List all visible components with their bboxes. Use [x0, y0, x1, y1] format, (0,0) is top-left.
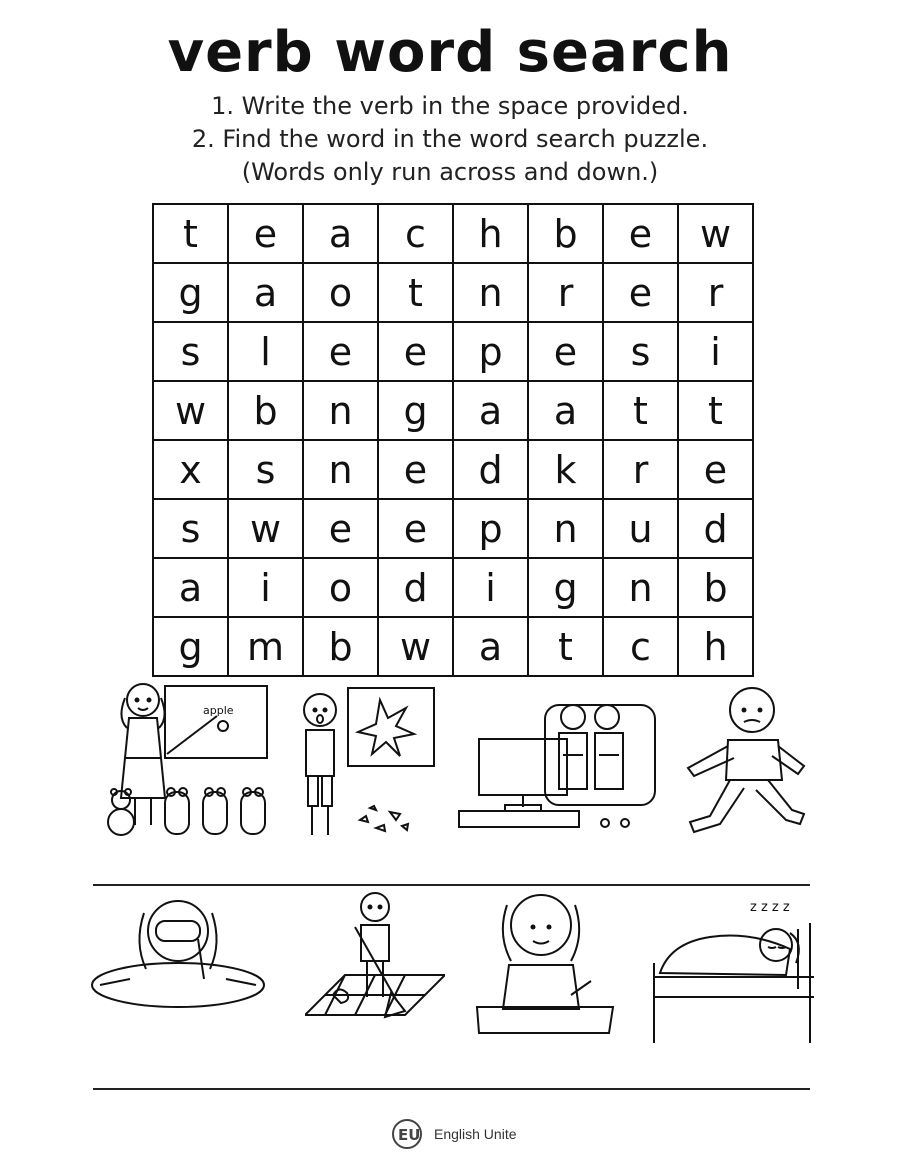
- footer: [390, 1117, 517, 1151]
- grid-cell[interactable]: n: [453, 263, 528, 322]
- grid-cell[interactable]: e: [378, 440, 453, 499]
- grid-cell[interactable]: t: [153, 204, 228, 263]
- grid-cell[interactable]: e: [528, 322, 603, 381]
- grid-cell[interactable]: n: [603, 558, 678, 617]
- run-illustration: [672, 680, 822, 845]
- sweep-illustration: [305, 885, 445, 1045]
- grid-cell[interactable]: o: [303, 558, 378, 617]
- board-word: apple: [203, 704, 234, 717]
- grid-cell[interactable]: d: [678, 499, 753, 558]
- grid-cell[interactable]: w: [153, 381, 228, 440]
- grid-cell[interactable]: a: [228, 263, 303, 322]
- grid-cell[interactable]: t: [603, 381, 678, 440]
- watch-illustration: [455, 695, 660, 835]
- english-unite-logo: [390, 1117, 430, 1151]
- grid-cell[interactable]: b: [678, 558, 753, 617]
- grid-row: [153, 322, 753, 381]
- grid-cell[interactable]: s: [153, 322, 228, 381]
- grid-cell[interactable]: o: [303, 263, 378, 322]
- grid-cell[interactable]: s: [603, 322, 678, 381]
- grid-cell[interactable]: t: [528, 617, 603, 676]
- grid-row: [153, 440, 753, 499]
- write-illustration: [475, 885, 615, 1040]
- grid-cell[interactable]: n: [303, 381, 378, 440]
- grid-cell[interactable]: b: [528, 204, 603, 263]
- grid-cell[interactable]: i: [678, 322, 753, 381]
- grid-row: [153, 617, 753, 676]
- grid-cell[interactable]: c: [378, 204, 453, 263]
- grid-cell[interactable]: e: [603, 263, 678, 322]
- grid-cell[interactable]: w: [378, 617, 453, 676]
- grid-cell[interactable]: e: [228, 204, 303, 263]
- grid-cell[interactable]: e: [378, 322, 453, 381]
- grid-cell[interactable]: p: [453, 322, 528, 381]
- grid-cell[interactable]: w: [228, 499, 303, 558]
- brand-name: English Unite: [434, 1126, 517, 1142]
- grid-cell[interactable]: a: [453, 381, 528, 440]
- grid-cell[interactable]: a: [153, 558, 228, 617]
- instruction-3: (Words only run across and down.): [241, 158, 659, 186]
- instruction-2: 2. Find the word in the word search puzzle.: [191, 125, 709, 153]
- grid-cell[interactable]: w: [678, 204, 753, 263]
- grid-cell[interactable]: n: [303, 440, 378, 499]
- instruction-1: 1. Write the verb in the space provided.: [211, 92, 689, 120]
- grid-cell[interactable]: d: [453, 440, 528, 499]
- grid-cell[interactable]: n: [528, 499, 603, 558]
- answer-line-2[interactable]: [93, 1088, 810, 1090]
- grid-cell[interactable]: e: [303, 322, 378, 381]
- grid-cell[interactable]: m: [228, 617, 303, 676]
- grid-row: [153, 558, 753, 617]
- grid-cell[interactable]: h: [678, 617, 753, 676]
- sleep-illustration: [650, 893, 820, 1053]
- grid-cell[interactable]: r: [528, 263, 603, 322]
- grid-row: [153, 381, 753, 440]
- grid-cell[interactable]: i: [453, 558, 528, 617]
- grid-cell[interactable]: e: [603, 204, 678, 263]
- grid-cell[interactable]: u: [603, 499, 678, 558]
- grid-cell[interactable]: b: [228, 381, 303, 440]
- grid-cell[interactable]: a: [303, 204, 378, 263]
- grid-cell[interactable]: a: [453, 617, 528, 676]
- grid-cell[interactable]: d: [378, 558, 453, 617]
- grid-cell[interactable]: g: [153, 263, 228, 322]
- grid-cell[interactable]: e: [378, 499, 453, 558]
- grid-cell[interactable]: s: [153, 499, 228, 558]
- grid-cell[interactable]: h: [453, 204, 528, 263]
- grid-cell[interactable]: c: [603, 617, 678, 676]
- grid-cell[interactable]: e: [678, 440, 753, 499]
- grid-cell[interactable]: s: [228, 440, 303, 499]
- grid-cell[interactable]: r: [603, 440, 678, 499]
- grid-cell[interactable]: g: [528, 558, 603, 617]
- grid-row: [153, 499, 753, 558]
- grid-cell[interactable]: e: [303, 499, 378, 558]
- grid-cell[interactable]: g: [378, 381, 453, 440]
- word-search-grid: [152, 203, 754, 677]
- snore-text: z z z z: [750, 900, 790, 915]
- page-title: verb word search: [167, 20, 733, 85]
- break-illustration: [290, 680, 440, 845]
- grid-row: [153, 263, 753, 322]
- grid-cell[interactable]: b: [303, 617, 378, 676]
- logo-letters: EU: [398, 1126, 421, 1144]
- grid-cell[interactable]: l: [228, 322, 303, 381]
- grid-cell[interactable]: a: [528, 381, 603, 440]
- teach-illustration: [95, 680, 275, 845]
- grid-cell[interactable]: t: [678, 381, 753, 440]
- grid-cell[interactable]: g: [153, 617, 228, 676]
- grid-row: [153, 204, 753, 263]
- answer-line-1[interactable]: [93, 884, 810, 886]
- grid-cell[interactable]: p: [453, 499, 528, 558]
- grid-cell[interactable]: i: [228, 558, 303, 617]
- grid-cell[interactable]: t: [378, 263, 453, 322]
- grid-cell[interactable]: x: [153, 440, 228, 499]
- grid-cell[interactable]: k: [528, 440, 603, 499]
- swim-illustration: [90, 893, 265, 1013]
- grid-cell[interactable]: r: [678, 263, 753, 322]
